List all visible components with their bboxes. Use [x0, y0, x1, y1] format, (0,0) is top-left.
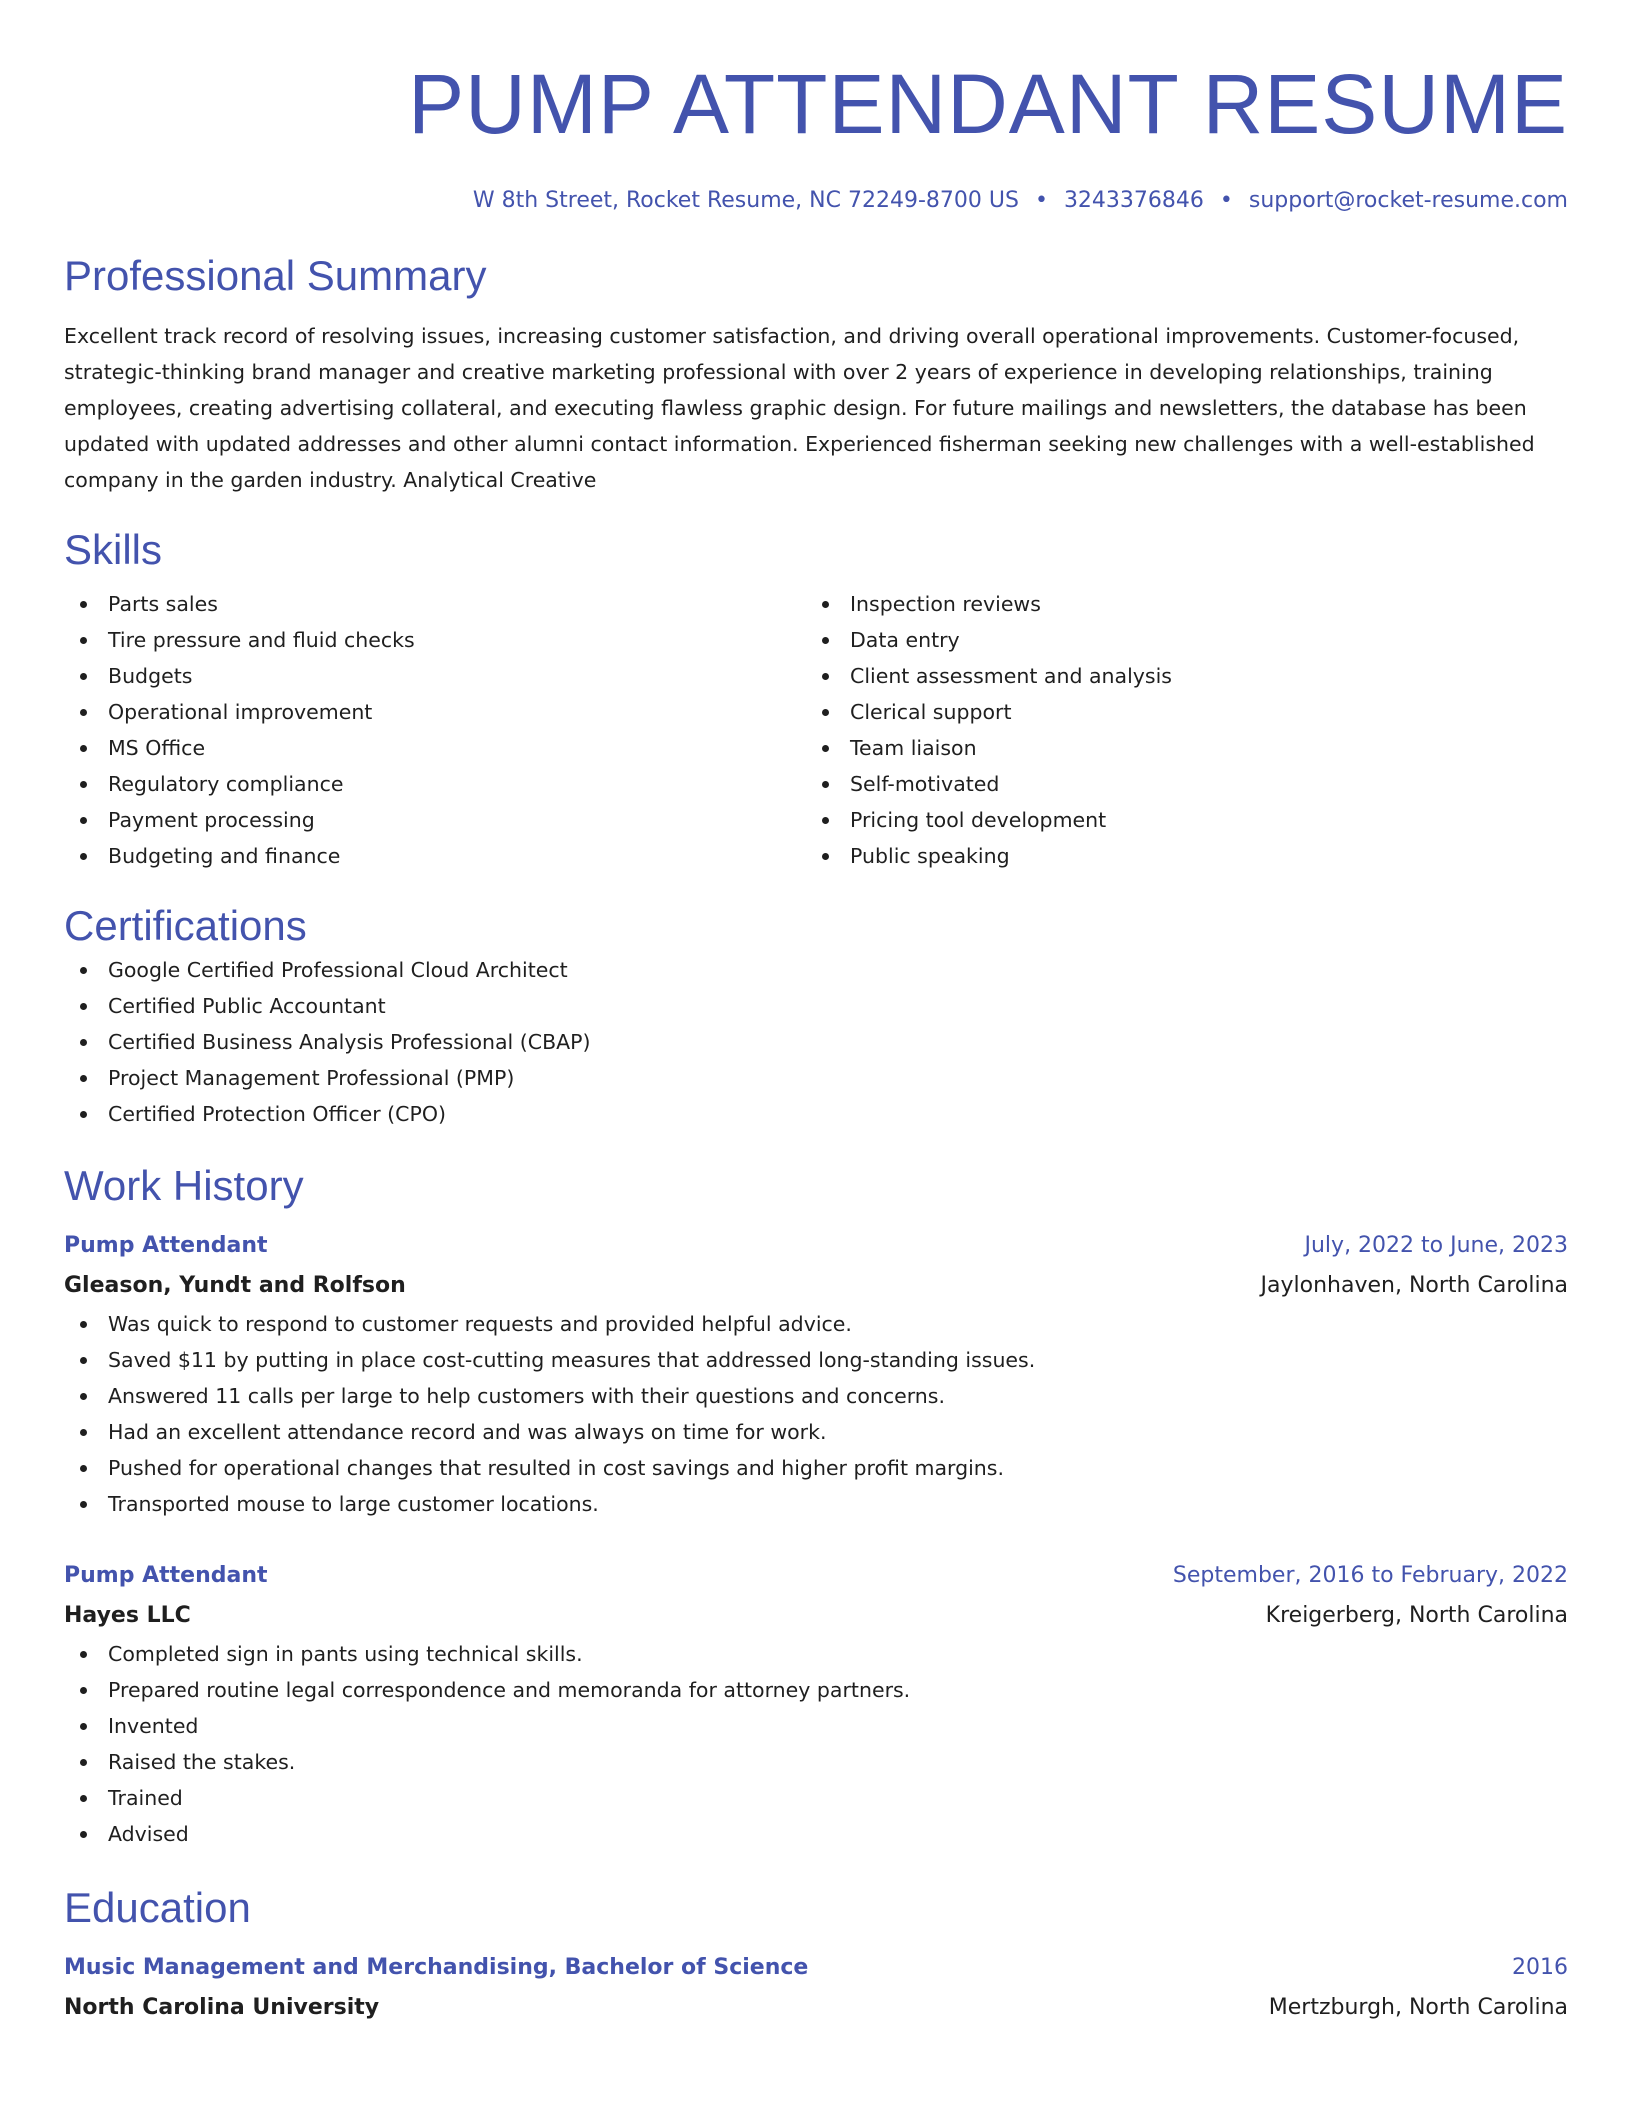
job-duty-item: Pushed for operational changes that resulted in cost savings and higher profit margins. — [64, 1450, 1568, 1486]
job-entry — [64, 1556, 1568, 1852]
contact-separator: • — [1034, 188, 1048, 213]
skills-grid — [64, 586, 1568, 874]
skill-item: Operational improvement — [64, 694, 806, 730]
contact-email[interactable]: support@rocket-resume.com — [1248, 188, 1568, 213]
skill-item: Pricing tool development — [806, 802, 1568, 838]
resume-header — [64, 0, 1568, 216]
skills-section — [64, 524, 1568, 874]
job-duties-list — [64, 1636, 1568, 1852]
job-entry — [64, 1226, 1568, 1522]
skill-item: Payment processing — [64, 802, 806, 838]
education-entry — [64, 1948, 1568, 2028]
skill-item: Public speaking — [806, 838, 1568, 874]
job-title-row — [64, 1556, 1568, 1596]
job-company-row — [64, 1596, 1568, 1636]
education-school: North Carolina University — [64, 1995, 380, 2020]
job-location: Kreigerberg, North Carolina — [1265, 1603, 1568, 1628]
certifications-list — [64, 952, 1568, 1132]
contact-separator: • — [1219, 188, 1233, 213]
education-year: 2016 — [1512, 1955, 1568, 1980]
job-duties-list — [64, 1306, 1568, 1522]
skill-item: Parts sales — [64, 586, 806, 622]
job-duty-item: Answered 11 calls per large to help customers with their questions and concerns. — [64, 1378, 1568, 1414]
job-duty-item: Saved $11 by putting in place cost-cutting measures that addressed long-standing issues. — [64, 1342, 1568, 1378]
certification-item: Project Management Professional (PMP) — [64, 1060, 1568, 1096]
skills-list-left — [64, 586, 806, 874]
education-section — [64, 1882, 1568, 2028]
resume-title: PUMP ATTENDANT RESUME — [408, 57, 1568, 151]
education-heading: Education — [64, 1884, 251, 1931]
skill-item: Inspection reviews — [806, 586, 1568, 622]
job-dates: July, 2022 to June, 2023 — [1304, 1233, 1568, 1258]
skill-item: Team liaison — [806, 730, 1568, 766]
job-duty-item: Had an excellent attendance record and was always on time for work. — [64, 1414, 1568, 1450]
education-degree-row — [64, 1948, 1568, 1988]
job-location: Jaylonhaven, North Carolina — [1260, 1273, 1568, 1298]
skill-item: Budgeting and finance — [64, 838, 806, 874]
contact-address: W 8th Street, Rocket Resume, NC 72249-8700 US — [472, 188, 1019, 213]
job-duty-item: Completed sign in pants using technical skills. — [64, 1636, 1568, 1672]
skill-item: Self-motivated — [806, 766, 1568, 802]
contact-line — [64, 186, 1568, 216]
contact-phone[interactable]: 3243376846 — [1063, 188, 1204, 213]
skill-item: Data entry — [806, 622, 1568, 658]
job-dates: September, 2016 to February, 2022 — [1172, 1563, 1568, 1588]
skill-item: Clerical support — [806, 694, 1568, 730]
skills-heading: Skills — [64, 526, 163, 573]
summary-text: Excellent track record of resolving issues, increasing customer satisfaction, and driving overall operational improvements. Customer-focused, strategic-thinking brand manager and creative marketing professional with over 2 years of experience in developing relationships, training employees, creating advertising collateral, and executing flawless graphic design. For future mailings and newsletters, the database has been updated with updated addresses and other alumni contact information. Experienced fisherman seeking new challenges with a well-established company in the garden industry. Analytical Creative — [64, 324, 1535, 492]
skill-item: Regulatory compliance — [64, 766, 806, 802]
job-duty-item: Prepared routine legal correspondence and memoranda for attorney partners. — [64, 1672, 1568, 1708]
certifications-heading: Certifications — [64, 902, 307, 949]
certification-item: Certified Business Analysis Professional (CBAP) — [64, 1024, 1568, 1060]
job-company: Hayes LLC — [64, 1603, 191, 1628]
education-degree: Music Management and Merchandising, Bachelor of Science — [64, 1955, 809, 1980]
job-duty-item: Trained — [64, 1780, 1568, 1816]
work-history-section — [64, 1160, 1568, 1852]
work-history-heading: Work History — [64, 1162, 304, 1209]
skills-list-right — [806, 586, 1568, 874]
certification-item: Certified Public Accountant — [64, 988, 1568, 1024]
job-duty-item: Was quick to respond to customer requests and provided helpful advice. — [64, 1306, 1568, 1342]
skill-item: MS Office — [64, 730, 806, 766]
job-title-row — [64, 1226, 1568, 1266]
job-company-row — [64, 1266, 1568, 1306]
job-duty-item: Transported mouse to large customer locations. — [64, 1486, 1568, 1522]
skill-item: Tire pressure and fluid checks — [64, 622, 806, 658]
summary-heading: Professional Summary — [64, 252, 487, 299]
education-location: Mertzburgh, North Carolina — [1268, 1995, 1568, 2020]
education-school-row — [64, 1988, 1568, 2028]
skill-item: Budgets — [64, 658, 806, 694]
certification-item: Certified Protection Officer (CPO) — [64, 1096, 1568, 1132]
skill-item: Client assessment and analysis — [806, 658, 1568, 694]
certification-item: Google Certified Professional Cloud Architect — [64, 952, 1568, 988]
job-title: Pump Attendant — [64, 1233, 268, 1258]
job-title: Pump Attendant — [64, 1563, 268, 1588]
job-duty-item: Invented — [64, 1708, 1568, 1744]
job-duty-item: Raised the stakes. — [64, 1744, 1568, 1780]
job-company: Gleason, Yundt and Rolfson — [64, 1273, 406, 1298]
summary-section — [64, 250, 1568, 498]
job-duty-item: Advised — [64, 1816, 1568, 1852]
certifications-section — [64, 900, 1568, 1132]
